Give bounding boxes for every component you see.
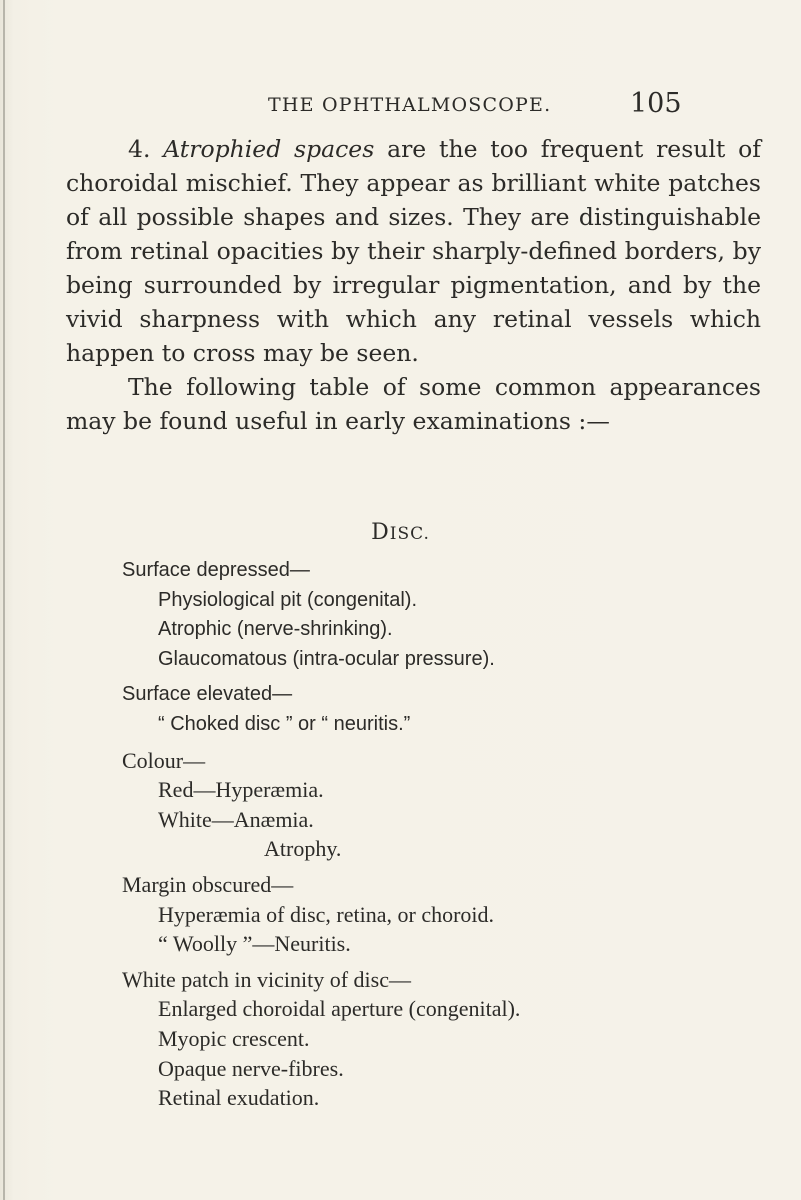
table-sub-item: Atrophy. [264,836,342,862]
page-number: 105 [630,88,682,119]
paragraph-table-intro: The following table of some common appearances may be found useful in early examinations :— [66,373,761,435]
section-title: Surface elevated— [122,683,293,706]
table-item: Myopic crescent. [158,1025,310,1051]
table-item: White—Anæmia. [158,806,314,832]
table-item: Hyperæmia of disc, retina, or choroid. [158,901,495,927]
table-heading-rest: ISC. [389,524,430,544]
disc-appearance-table [122,556,782,1113]
page-header [0,88,801,118]
paragraph-text: are the too frequent result of choroidal mischief. They appear as brilliant white patches of all possible shapes and sizes. They are distinguishable from retinal opacities by their sharply-defined borders, by being surrounded by irregular pigmentation, and by the vivid sharpness with which any retinal vessels which happen to cross may be seen. [66,135,761,367]
section-title: Margin obscured— [122,871,294,897]
body-text [66,132,761,438]
table-item: “ Woolly ”—Neuritis. [158,931,351,957]
table-item: Physiological pit (congenital). [158,588,418,611]
table-heading-initial: D [371,520,390,545]
italic-term: Atrophied spaces [163,135,375,163]
table-item: Enlarged choroidal aperture (congenital). [158,996,521,1022]
table-heading [0,520,801,545]
section-title: White patch in vicinity of disc— [122,966,411,992]
page-gutter-edge [3,0,5,1200]
paragraph-atrophied-spaces [66,132,761,370]
section-title: Surface depressed— [122,559,310,581]
table-item: Glaucomatous (intra-ocular pressure). [158,647,495,670]
table-item: Opaque nerve-fibres. [158,1055,344,1081]
running-title: THE OPHTHALMOSCOPE. [268,94,552,116]
table-item: “ Choked disc ” or “ neuritis.” [158,712,411,735]
table-item: Atrophic (nerve-shrinking). [158,618,393,641]
table-item: Red—Hyperæmia. [158,777,324,803]
section-title: Colour— [122,747,206,773]
table-item: Retinal exudation. [158,1085,320,1111]
paragraph-number: 4. [128,135,151,163]
